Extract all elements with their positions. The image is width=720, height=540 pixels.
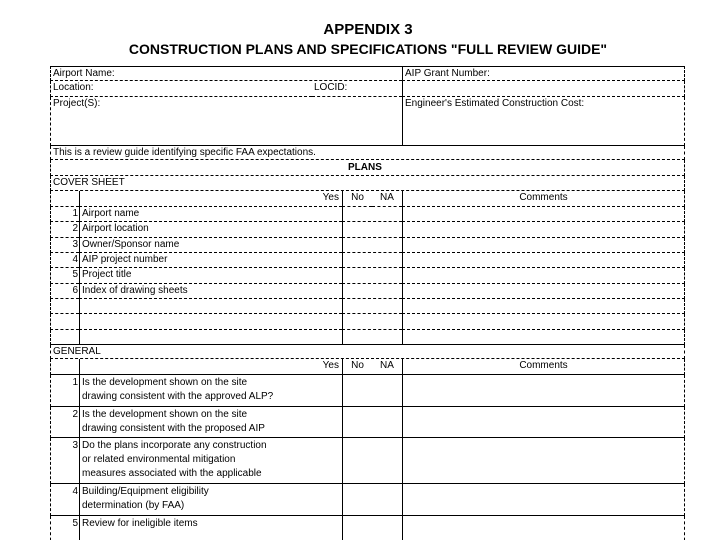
item-number: 4 (50, 484, 79, 516)
comments-cell[interactable] (402, 407, 685, 438)
answer-cell[interactable] (342, 484, 402, 516)
engineer-estimate-label: Engineer's Estimated Construction Cost: (402, 97, 685, 146)
item-text (79, 516, 342, 540)
item-text-line: drawing consistent with the proposed AIP (82, 423, 265, 434)
table-row (50, 238, 685, 253)
item-text: Airport location (79, 222, 342, 238)
na-column-header: NA (372, 359, 402, 375)
item-text (79, 375, 342, 407)
airport-name-row (50, 66, 685, 81)
comments-cell[interactable] (402, 222, 685, 238)
item-text (79, 407, 342, 438)
table-row (50, 516, 685, 540)
item-number: 4 (50, 253, 79, 268)
yes-column-header: Yes (79, 191, 342, 207)
comments-cell[interactable] (402, 207, 685, 222)
item-number: 2 (50, 407, 79, 438)
no-column-header: No (342, 191, 372, 207)
item-text: Index of drawing sheets (79, 284, 342, 299)
table-row (50, 284, 685, 299)
comments-cell[interactable] (402, 238, 685, 253)
comments-column-header: Comments (402, 359, 685, 375)
item-text: Project title (79, 268, 342, 284)
item-number: 1 (50, 207, 79, 222)
item-text-line: Is the development shown on the site (82, 377, 248, 388)
comments-cell[interactable] (402, 438, 685, 484)
item-text-line: drawing consistent with the approved ALP? (82, 391, 274, 402)
location-row (50, 81, 685, 97)
item-text-line: Is the development shown on the site (82, 409, 248, 420)
blank-row (50, 299, 685, 314)
cover-sheet-title-row (50, 176, 685, 191)
item-text-line: Review for ineligible items (82, 518, 198, 529)
blank-row (50, 314, 685, 330)
item-number: 6 (50, 284, 79, 299)
location-blank-cell (402, 81, 685, 97)
review-guide-sheet (50, 66, 685, 540)
item-text-line: measures associated with the applicable (82, 468, 262, 479)
table-row (50, 207, 685, 222)
item-number: 2 (50, 222, 79, 238)
answer-cell[interactable] (342, 284, 402, 299)
table-row (50, 375, 685, 407)
na-column-header: NA (372, 191, 402, 207)
table-row (50, 222, 685, 238)
general-title: GENERAL (50, 345, 685, 359)
intro-row (50, 146, 685, 160)
table-row (50, 438, 685, 484)
item-text: Airport name (79, 207, 342, 222)
general-title-row (50, 345, 685, 359)
plans-heading-row (50, 160, 685, 176)
item-text (79, 438, 342, 484)
answer-cell[interactable] (342, 222, 402, 238)
plans-heading: PLANS (348, 162, 382, 173)
general-column-header-row (50, 359, 685, 375)
comments-cell[interactable] (402, 284, 685, 299)
comments-cell[interactable] (402, 268, 685, 284)
locid-label: LOCID: (312, 81, 402, 97)
projects-label: Project(S): (50, 97, 402, 146)
item-number: 5 (50, 268, 79, 284)
answer-cell[interactable] (342, 253, 402, 268)
item-text: Owner/Sponsor name (79, 238, 342, 253)
item-text-line: determination (by FAA) (82, 500, 185, 511)
answer-cell[interactable] (342, 268, 402, 284)
aip-grant-label: AIP Grant Number: (402, 66, 685, 81)
table-row (50, 407, 685, 438)
comments-cell[interactable] (402, 253, 685, 268)
item-text-line: Building/Equipment eligibility (82, 486, 209, 497)
answer-cell[interactable] (342, 238, 402, 253)
document-subtitle: CONSTRUCTION PLANS AND SPECIFICATIONS "FULL REVIEW GUIDE" (128, 41, 608, 57)
table-row (50, 253, 685, 268)
item-text: AIP project number (79, 253, 342, 268)
airport-name-label: Airport Name: (50, 66, 402, 81)
answer-cell[interactable] (342, 407, 402, 438)
intro-text: This is a review guide identifying specific FAA expectations. (50, 146, 685, 160)
item-number: 3 (50, 238, 79, 253)
comments-cell[interactable] (402, 375, 685, 407)
item-text-line: Do the plans incorporate any construction (82, 440, 267, 451)
answer-cell[interactable] (342, 438, 402, 484)
location-label: Location: (50, 81, 312, 97)
comments-column-header: Comments (402, 191, 685, 207)
cover-sheet-title: COVER SHEET (50, 176, 685, 191)
projects-row (50, 97, 685, 146)
answer-cell[interactable] (342, 375, 402, 407)
comments-cell[interactable] (402, 484, 685, 516)
appendix-title: APPENDIX 3 (323, 21, 413, 38)
yes-column-header: Yes (79, 359, 342, 375)
item-text-line: or related environmental mitigation (82, 454, 236, 465)
table-row (50, 484, 685, 516)
item-text (79, 484, 342, 516)
cover-column-header-row (50, 191, 685, 207)
comments-cell[interactable] (402, 516, 685, 540)
item-number: 5 (50, 516, 79, 540)
table-row (50, 268, 685, 284)
answer-cell[interactable] (342, 207, 402, 222)
answer-cell[interactable] (342, 516, 402, 540)
item-number: 1 (50, 375, 79, 407)
item-number: 3 (50, 438, 79, 484)
no-column-header: No (342, 359, 372, 375)
blank-row (50, 330, 685, 345)
